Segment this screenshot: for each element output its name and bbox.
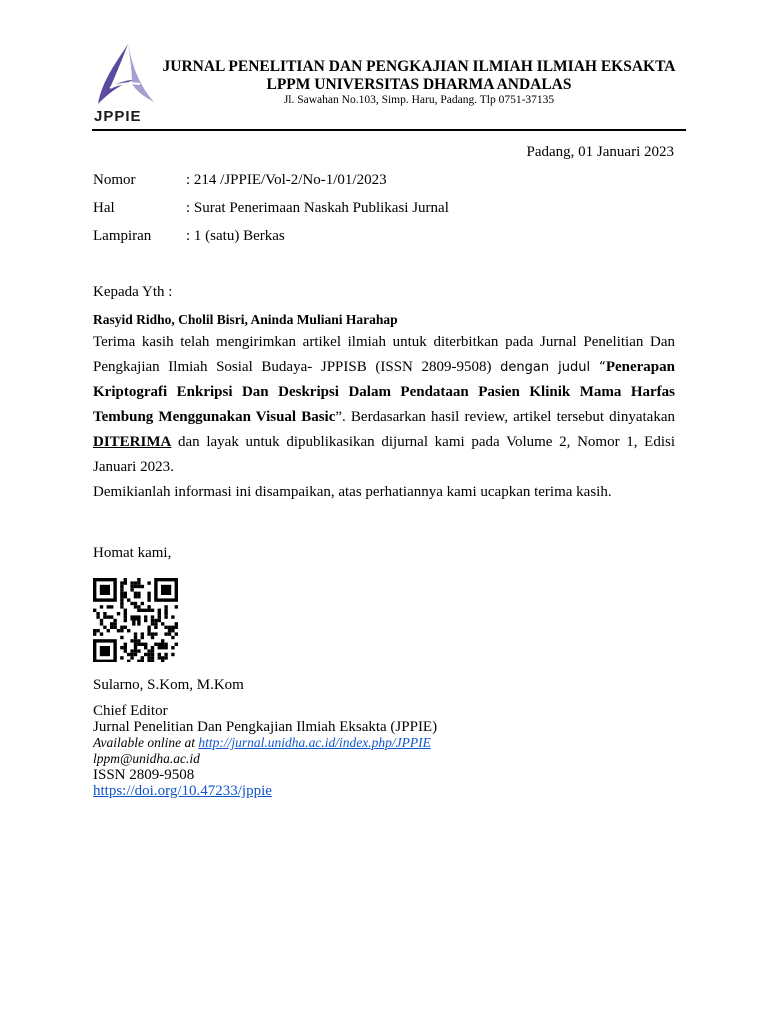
issn-number: ISSN 2809-9508 <box>93 767 195 783</box>
meta-value: : 1 (satu) Berkas <box>186 228 285 244</box>
editor-role: Chief Editor <box>93 703 168 719</box>
body-paragraph <box>93 330 675 480</box>
availability-line <box>93 735 437 751</box>
qr-code <box>92 578 180 662</box>
qr-code-graphic <box>92 578 180 662</box>
closing-sentence: Demikianlah informasi ini disampaikan, atas perhatiannya kami ucapkan terima kasih. <box>93 484 612 500</box>
logo-text: JPPIE <box>94 108 142 125</box>
body-text: dengan judul “ <box>500 360 606 375</box>
footer-block <box>93 703 437 799</box>
meta-key: Lampiran <box>93 228 152 244</box>
header-divider <box>92 129 686 131</box>
journal-name: Jurnal Penelitian Dan Pengkajian Ilmiah Eksakta (JPPIE) <box>93 719 438 735</box>
contact-email: lppm@unidha.ac.id <box>93 751 200 766</box>
journal-url-link[interactable]: http://jurnal.unidha.ac.id/index.php/JPPIE <box>198 735 431 750</box>
signer-name: Sularno, S.Kom, M.Kom <box>93 677 244 693</box>
body-text: dan layak untuk dipublikasikan dijurnal kami pada Volume 2, Nomor 1, Edisi Januari 2023. <box>93 434 675 475</box>
article-title: Penerapan Kriptografi Enkripsi Dan Deskripsi Dalam Pendataan Pasien Klinik Mama Harfas Tembung Menggunakan Visual Basic <box>93 359 675 425</box>
acceptance-status: DITERIMA <box>93 434 172 450</box>
recipient-greeting: Kepada Yth : <box>93 284 173 300</box>
body-text: Terima kasih telah mengirimkan artikel ilmiah untuk diterbitkan pada Jurnal Penelitian Dan Pengkajian Ilmiah Sosial Budaya- JPPISB (ISSN 2809-9508) <box>93 334 675 375</box>
meta-value: : Surat Penerimaan Naskah Publikasi Jurnal <box>186 200 449 216</box>
availability-prefix: Available online at <box>93 735 199 750</box>
body-text: ”. Berdasarkan hasil review, artikel tersebut dinyatakan <box>335 409 675 425</box>
doi-link[interactable]: https://doi.org/10.47233/jppie <box>93 783 272 799</box>
recipient-authors: Rasyid Ridho, Cholil Bisri, Aninda Muliani Harahap <box>93 312 398 327</box>
journal-title: JURNAL PENELITIAN DAN PENGKAJIAN ILMIAH ILMIAH EKSAKTA <box>162 58 676 75</box>
institution-address: Jl. Sawahan No.103, Simp. Haru, Padang. Tlp 0751-37135 <box>283 94 555 106</box>
salutation: Homat kami, <box>93 545 172 561</box>
letter-date: Padang, 01 Januari 2023 <box>526 144 674 160</box>
meta-key: Hal <box>93 200 115 216</box>
institution-name: LPPM UNIVERSITAS DHARMA ANDALAS <box>266 76 572 93</box>
meta-value: : 214 /JPPIE/Vol-2/No-1/01/2023 <box>186 172 387 188</box>
meta-key: Nomor <box>93 172 136 188</box>
